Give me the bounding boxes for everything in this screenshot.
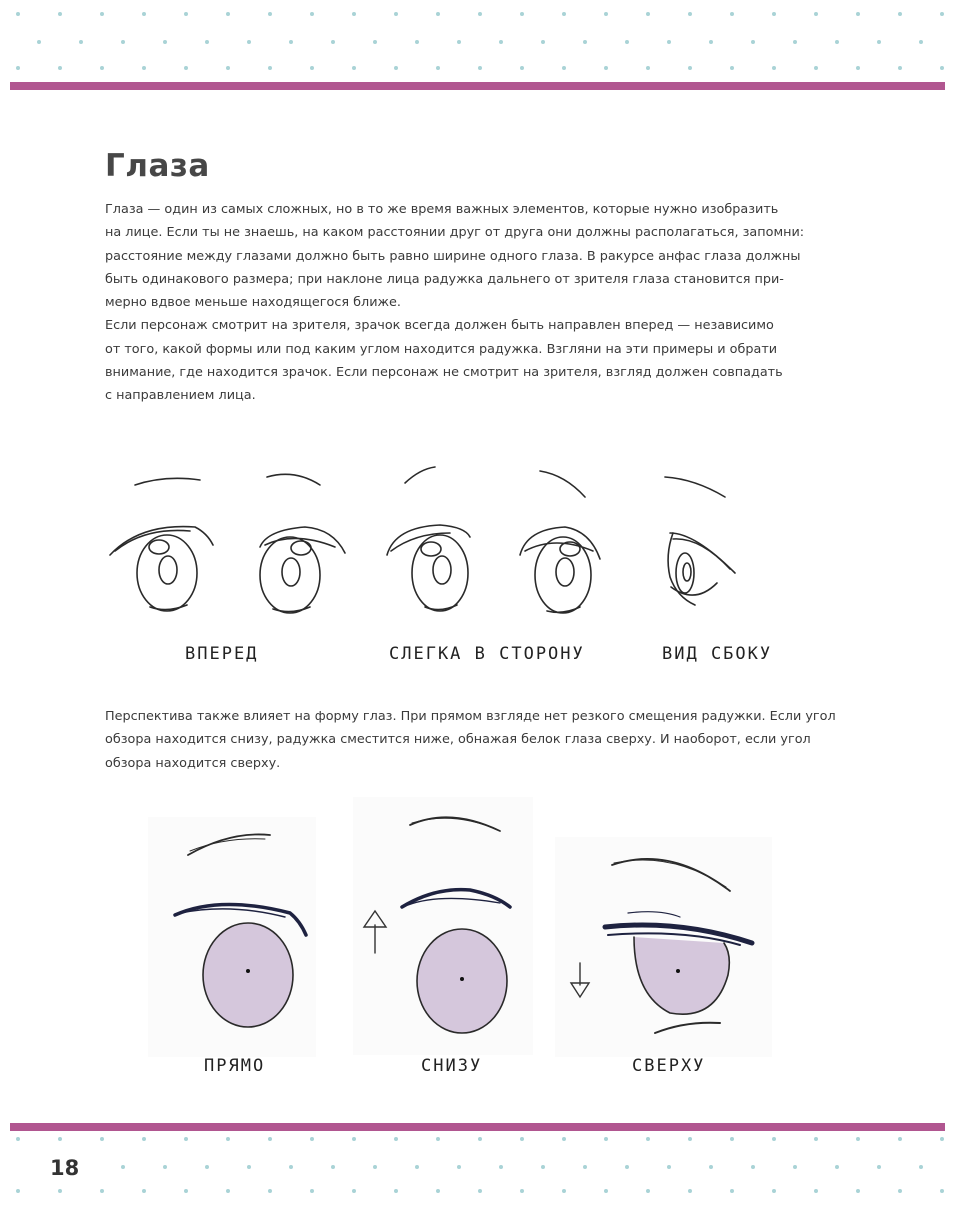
decor-dot xyxy=(604,12,608,16)
decor-dot xyxy=(919,40,923,44)
eye-direction-figure xyxy=(95,455,815,635)
decor-dot xyxy=(856,1189,860,1193)
decor-dot xyxy=(583,40,587,44)
eye-perspective-figure xyxy=(140,795,790,1065)
decor-dot xyxy=(184,1137,188,1141)
decor-dot xyxy=(730,12,734,16)
caption-side-glance: СЛЕГКА В СТОРОНУ xyxy=(389,644,585,664)
caption-from-below: СНИЗУ xyxy=(421,1056,483,1076)
bottom-dot-pattern xyxy=(0,1131,955,1205)
decor-dot xyxy=(16,66,20,70)
decor-dot xyxy=(373,1165,377,1169)
decor-dot xyxy=(583,1165,587,1169)
decor-dot xyxy=(541,1165,545,1169)
decor-dot xyxy=(856,66,860,70)
decor-dot xyxy=(499,40,503,44)
decor-dot xyxy=(730,66,734,70)
decor-dot xyxy=(478,1189,482,1193)
decor-dot xyxy=(79,40,83,44)
decor-dot xyxy=(667,40,671,44)
decor-dot xyxy=(646,1189,650,1193)
decor-dot xyxy=(562,66,566,70)
decor-dot xyxy=(268,12,272,16)
decor-dot xyxy=(16,12,20,16)
decor-dot xyxy=(940,1137,944,1141)
decor-dot xyxy=(205,1165,209,1169)
decor-dot xyxy=(625,1165,629,1169)
decor-dot xyxy=(667,1165,671,1169)
decor-dot xyxy=(16,1189,20,1193)
text-line: от того, какой формы или под каким углом находится радужка. Взгляни на эти примеры и обрати xyxy=(105,341,778,357)
decor-dot xyxy=(100,1137,104,1141)
decor-dot xyxy=(58,12,62,16)
decor-dot xyxy=(289,1165,293,1169)
decor-dot xyxy=(772,12,776,16)
eye-forward-right-sketch xyxy=(260,474,345,613)
decor-dot xyxy=(772,1189,776,1193)
text-line: обзора находится сверху. xyxy=(105,755,281,771)
decor-dot xyxy=(898,1137,902,1141)
decor-dot xyxy=(898,1189,902,1193)
decor-dot xyxy=(877,40,881,44)
decor-dot xyxy=(436,12,440,16)
eye-side-glance-left-sketch xyxy=(387,467,470,611)
decor-dot xyxy=(226,1189,230,1193)
decor-dot xyxy=(184,1189,188,1193)
decor-dot xyxy=(310,1189,314,1193)
decor-dot xyxy=(751,40,755,44)
decor-dot xyxy=(331,40,335,44)
decor-dot xyxy=(163,1165,167,1169)
top-accent-band xyxy=(10,82,945,90)
decor-dot xyxy=(352,66,356,70)
decor-dot xyxy=(751,1165,755,1169)
decor-dot xyxy=(730,1137,734,1141)
decor-dot xyxy=(541,40,545,44)
caption-from-above: СВЕРХУ xyxy=(632,1056,706,1076)
decor-dot xyxy=(478,1137,482,1141)
decor-dot xyxy=(247,1165,251,1169)
text-line: быть одинакового размера; при наклоне лица радужка дальнего от зрителя глаза становится при- xyxy=(105,271,784,287)
decor-dot xyxy=(352,1137,356,1141)
decor-dot xyxy=(394,66,398,70)
decor-dot xyxy=(856,12,860,16)
decor-dot xyxy=(898,66,902,70)
decor-dot xyxy=(268,66,272,70)
decor-dot xyxy=(814,66,818,70)
decor-dot xyxy=(688,66,692,70)
decor-dot xyxy=(814,12,818,16)
eye-side-glance-right-sketch xyxy=(520,471,600,613)
decor-dot xyxy=(226,66,230,70)
decor-dot xyxy=(100,66,104,70)
decor-dot xyxy=(604,1189,608,1193)
decor-dot xyxy=(646,1137,650,1141)
decor-dot xyxy=(331,1165,335,1169)
text-line: внимание, где находится зрачок. Если персонаж не смотрит на зрителя, взгляд должен совпадать xyxy=(105,365,783,381)
decor-dot xyxy=(100,1189,104,1193)
text-line: на лице. Если ты не знаешь, на каком расстоянии друг от друга они должны располагаться, запомни: xyxy=(105,225,805,241)
decor-dot xyxy=(520,66,524,70)
decor-dot xyxy=(163,40,167,44)
decor-dot xyxy=(478,66,482,70)
text-line: расстояние между глазами должно быть равно ширине одного глаза. В ракурсе анфас глаза должны xyxy=(105,248,801,264)
caption-straight: ПРЯМО xyxy=(204,1056,266,1076)
decor-dot xyxy=(562,1137,566,1141)
decor-dot xyxy=(604,1137,608,1141)
decor-dot xyxy=(289,40,293,44)
decor-dot xyxy=(814,1137,818,1141)
intro-paragraph xyxy=(105,198,825,408)
decor-dot xyxy=(688,12,692,16)
decor-dot xyxy=(142,66,146,70)
decor-dot xyxy=(499,1165,503,1169)
decor-dot xyxy=(856,1137,860,1141)
decor-dot xyxy=(394,1189,398,1193)
decor-dot xyxy=(709,40,713,44)
page-number: 18 xyxy=(50,1156,80,1180)
decor-dot xyxy=(898,12,902,16)
eye-profile-sketch xyxy=(665,477,735,605)
decor-dot xyxy=(310,12,314,16)
decor-dot xyxy=(142,12,146,16)
decor-dot xyxy=(184,12,188,16)
decor-dot xyxy=(226,1137,230,1141)
decor-dot xyxy=(940,12,944,16)
decor-dot xyxy=(373,40,377,44)
decor-dot xyxy=(121,40,125,44)
decor-dot xyxy=(814,1189,818,1193)
decor-dot xyxy=(562,1189,566,1193)
decor-dot xyxy=(436,1189,440,1193)
decor-dot xyxy=(520,12,524,16)
decor-dot xyxy=(940,1189,944,1193)
decor-dot xyxy=(793,40,797,44)
decor-dot xyxy=(58,66,62,70)
decor-dot xyxy=(688,1189,692,1193)
decor-dot xyxy=(919,1165,923,1169)
decor-dot xyxy=(730,1189,734,1193)
text-line: Глаза — один из самых сложных, но в то же время важных элементов, которые нужно изобразить xyxy=(105,202,779,217)
decor-dot xyxy=(310,66,314,70)
decor-dot xyxy=(268,1189,272,1193)
decor-dot xyxy=(772,1137,776,1141)
decor-dot xyxy=(37,40,41,44)
text-line: мерно вдвое меньше находящегося ближе. xyxy=(105,295,401,311)
decor-dot xyxy=(646,12,650,16)
decor-dot xyxy=(877,1165,881,1169)
decor-dot xyxy=(646,66,650,70)
decor-dot xyxy=(142,1137,146,1141)
decor-dot xyxy=(520,1189,524,1193)
decor-dot xyxy=(835,40,839,44)
caption-profile: ВИД СБОКУ xyxy=(662,644,773,664)
decor-dot xyxy=(184,66,188,70)
decor-dot xyxy=(268,1137,272,1141)
decor-dot xyxy=(793,1165,797,1169)
decor-dot xyxy=(100,12,104,16)
decor-dot xyxy=(562,12,566,16)
caption-forward: ВПЕРЕД xyxy=(185,644,259,664)
decor-dot xyxy=(436,1137,440,1141)
decor-dot xyxy=(709,1165,713,1169)
decor-dot xyxy=(142,1189,146,1193)
decor-dot xyxy=(58,1189,62,1193)
decor-dot xyxy=(688,1137,692,1141)
decor-dot xyxy=(604,66,608,70)
page-title: Глаза xyxy=(105,148,210,184)
top-dot-pattern xyxy=(0,0,955,80)
eye-forward-left-sketch xyxy=(110,478,213,611)
decor-dot xyxy=(625,40,629,44)
decor-dot xyxy=(226,12,230,16)
decor-dot xyxy=(394,12,398,16)
text-line: обзора находится снизу, радужка сместится ниже, обнажая белок глаза сверху. И наоборот, если угол xyxy=(105,732,811,748)
decor-dot xyxy=(415,1165,419,1169)
decor-dot xyxy=(121,1165,125,1169)
text-line: Если персонаж смотрит на зрителя, зрачок всегда должен быть направлен вперед — независимо xyxy=(105,318,774,334)
decor-dot xyxy=(457,40,461,44)
perspective-paragraph xyxy=(105,705,836,775)
text-line: Перспектива также влияет на форму глаз. При прямом взгляде нет резкого смещения радужки. Если угол xyxy=(105,709,836,724)
decor-dot xyxy=(247,40,251,44)
decor-dot xyxy=(415,40,419,44)
decor-dot xyxy=(205,40,209,44)
decor-dot xyxy=(436,66,440,70)
decor-dot xyxy=(940,66,944,70)
decor-dot xyxy=(772,66,776,70)
decor-dot xyxy=(394,1137,398,1141)
decor-dot xyxy=(457,1165,461,1169)
decor-dot xyxy=(352,12,356,16)
decor-dot xyxy=(520,1137,524,1141)
decor-dot xyxy=(352,1189,356,1193)
decor-dot xyxy=(16,1137,20,1141)
decor-dot xyxy=(478,12,482,16)
decor-dot xyxy=(310,1137,314,1141)
decor-dot xyxy=(58,1137,62,1141)
decor-dot xyxy=(835,1165,839,1169)
bottom-accent-band xyxy=(10,1123,945,1131)
text-line: с направлением лица. xyxy=(105,388,256,404)
